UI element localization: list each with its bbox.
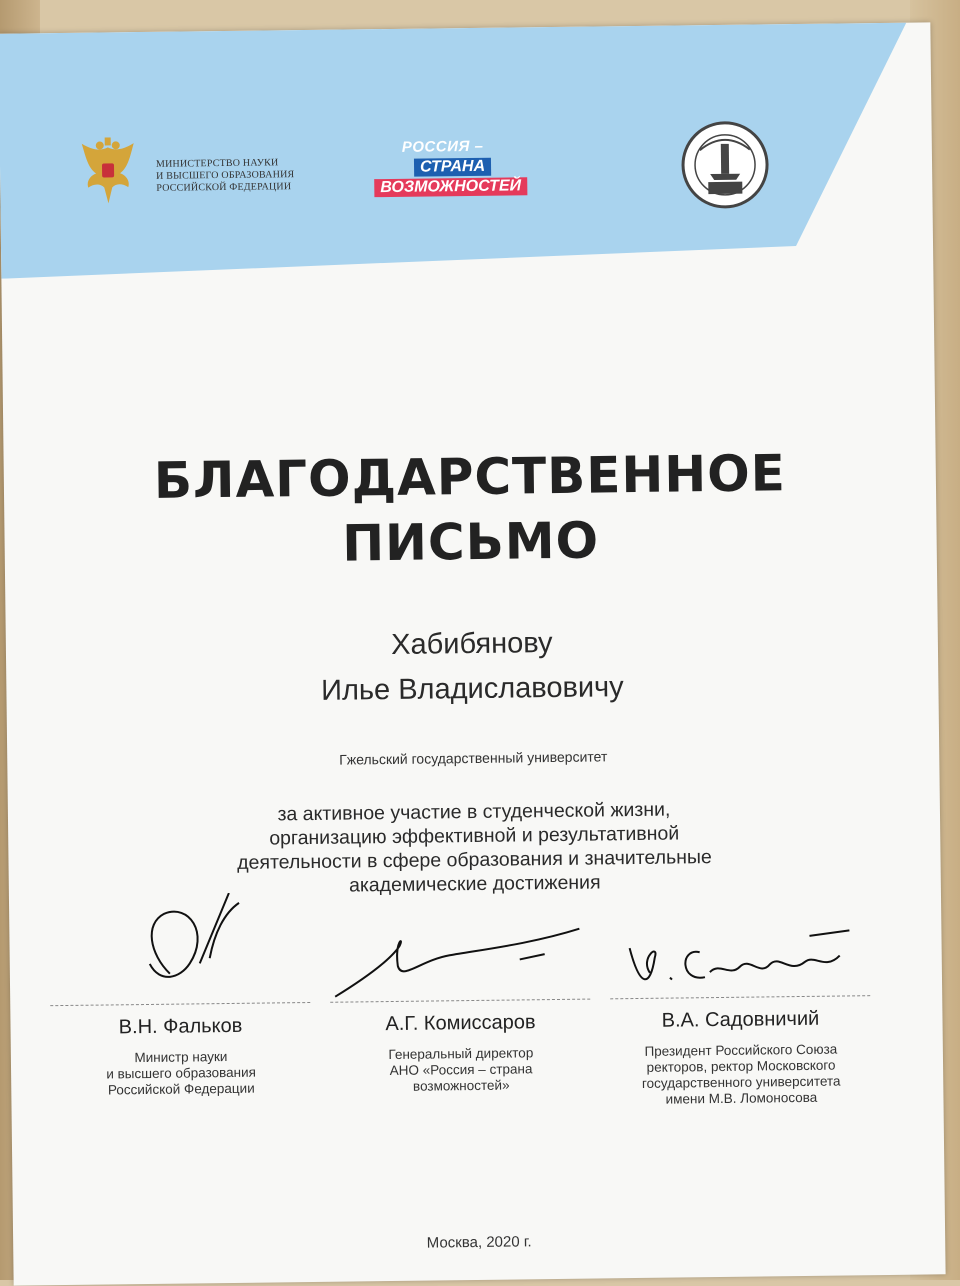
- rsv-logo-line2: СТРАНА: [414, 158, 491, 177]
- signature-block-falkov: [50, 1002, 312, 1135]
- document-title-line2: ПИСЬМО: [341, 511, 600, 573]
- signature-scribble-icon: [609, 925, 870, 998]
- reason-line: за активное участие в студенческой жизни,: [277, 798, 671, 826]
- certificate-paper: [0, 22, 946, 1285]
- university-name: Гжельский государственный университет: [339, 748, 608, 768]
- rectors-union-seal-icon: [679, 119, 770, 210]
- signatory-position: [331, 1045, 592, 1096]
- reason-line: деятельности в сфере образования и значительные: [237, 846, 712, 874]
- reason-line: организацию эффективной и результативной: [269, 822, 680, 850]
- signature-block-komissarov: [330, 999, 592, 1132]
- position-line: Генеральный директор: [388, 1045, 534, 1063]
- signature-scribble-icon: [49, 892, 310, 1005]
- reason-line: академические достижения: [348, 871, 601, 897]
- position-line: и высшего образования: [106, 1064, 256, 1082]
- ministry-line: И ВЫСШЕГО ОБРАЗОВАНИЯ: [156, 169, 295, 182]
- position-line: Российской Федерации: [107, 1080, 255, 1098]
- position-line: государственного университета: [641, 1073, 841, 1091]
- signatory-name: В.А. Садовничий: [661, 1007, 820, 1032]
- rsv-logo-line1: РОССИЯ –: [401, 137, 484, 156]
- city-and-year: Москва, 2020 г.: [426, 1233, 532, 1252]
- position-line: Президент Российского Союза: [644, 1041, 838, 1059]
- russia-land-of-opportunity-logo: [372, 137, 543, 219]
- ministry-logo: [78, 135, 309, 218]
- position-line: Министр науки: [134, 1049, 228, 1066]
- recipient-surname: Хабибянову: [391, 627, 553, 661]
- signatory-position: [611, 1041, 872, 1108]
- header-logos: [0, 22, 933, 278]
- award-reason: [8, 794, 941, 901]
- ministry-name: [156, 157, 295, 195]
- coat-of-arms-icon: [78, 137, 139, 208]
- signatory-name: А.Г. Комиссаров: [385, 1011, 536, 1036]
- position-line: АНО «Россия – страна: [389, 1061, 533, 1079]
- signature-block-sadovnichy: [610, 995, 872, 1148]
- recipient-given-name: Илье Владиславовичу: [320, 671, 624, 707]
- rsv-logo-line3: ВОЗМОЖНОСТЕЙ: [374, 177, 527, 197]
- signatory-name: В.Н. Фальков: [118, 1014, 243, 1039]
- signature-scribble-icon: [329, 919, 590, 1002]
- position-line: имени М.В. Ломоносова: [665, 1089, 818, 1107]
- ministry-line: РОССИЙСКОЙ ФЕДЕРАЦИИ: [156, 181, 292, 194]
- signatory-position: [51, 1048, 312, 1099]
- position-line: возможностей»: [412, 1077, 510, 1094]
- position-line: ректоров, ректор Московского: [646, 1057, 836, 1075]
- ministry-line: МИНИСТЕРСТВО НАУКИ: [155, 157, 279, 170]
- document-title-line1: БЛАГОДАРСТВЕННОЕ: [153, 444, 787, 510]
